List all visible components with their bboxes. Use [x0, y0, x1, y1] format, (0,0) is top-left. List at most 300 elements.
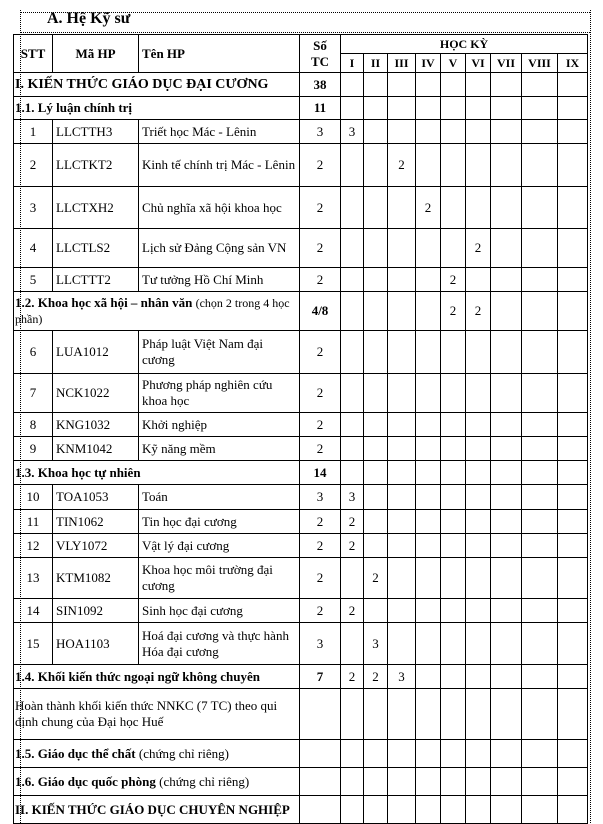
- section-credits: 38: [300, 73, 341, 97]
- semester-credit-cell: [441, 485, 466, 510]
- semester-credit-cell: [416, 796, 441, 824]
- semester-credit-cell: [388, 461, 416, 485]
- semester-credit-cell: [491, 374, 522, 413]
- course-credits: 2: [300, 144, 341, 187]
- semester-credit-cell: [441, 740, 466, 768]
- section-row: [14, 796, 588, 824]
- semester-credit-cell: [364, 437, 388, 461]
- header-so-tc: Số TC: [300, 35, 341, 73]
- semester-credit-cell: [558, 97, 588, 120]
- semester-credit-cell: [364, 534, 388, 558]
- semester-credit-cell: 2: [341, 665, 364, 689]
- semester-credit-cell: 2: [341, 534, 364, 558]
- semester-credit-cell: [388, 331, 416, 374]
- course-row: [14, 623, 588, 665]
- section-credits: 7: [300, 665, 341, 689]
- semester-credit-cell: [388, 689, 416, 740]
- course-code: KTM1082: [53, 558, 139, 599]
- semester-credit-cell: [466, 740, 491, 768]
- course-stt: 2: [14, 144, 53, 187]
- semester-credit-cell: [364, 510, 388, 534]
- semester-credit-cell: [341, 144, 364, 187]
- section-title: 1.3. Khoa học tự nhiên: [15, 464, 141, 480]
- semester-credit-cell: [388, 229, 416, 268]
- semester-credit-cell: [341, 268, 364, 292]
- semester-credit-cell: [364, 187, 388, 229]
- course-name: Pháp luật Việt Nam đại cương: [139, 331, 300, 374]
- semester-credit-cell: [491, 768, 522, 796]
- semester-credit-cell: [388, 268, 416, 292]
- course-name: Triết học Mác - Lênin: [139, 120, 300, 144]
- semester-credit-cell: 2: [341, 510, 364, 534]
- section-credits: 14: [300, 461, 341, 485]
- semester-credit-cell: [522, 665, 558, 689]
- semester-credit-cell: [341, 229, 364, 268]
- section-label: [14, 292, 300, 331]
- semester-credit-cell: [364, 144, 388, 187]
- course-name: Kinh tế chính trị Mác - Lênin: [139, 144, 300, 187]
- semester-credit-cell: [522, 413, 558, 437]
- semester-credit-cell: [466, 461, 491, 485]
- semester-credit-cell: [341, 623, 364, 665]
- course-row: [14, 534, 588, 558]
- semester-credit-cell: [491, 510, 522, 534]
- section-credits: [300, 740, 341, 768]
- semester-credit-cell: [416, 558, 441, 599]
- course-credits: 2: [300, 413, 341, 437]
- semester-credit-cell: [558, 599, 588, 623]
- section-note: (chọn 2 trong 4 học phần): [15, 296, 290, 326]
- semester-credit-cell: [466, 437, 491, 461]
- section-credits: 11: [300, 97, 341, 120]
- semester-credit-cell: [441, 461, 466, 485]
- semester-credit-cell: [491, 461, 522, 485]
- section-label: [14, 665, 300, 689]
- semester-credit-cell: [491, 229, 522, 268]
- semester-credit-cell: [522, 740, 558, 768]
- course-credits: 2: [300, 374, 341, 413]
- semester-credit-cell: [341, 97, 364, 120]
- course-row: [14, 268, 588, 292]
- semester-credit-cell: [558, 485, 588, 510]
- course-credits: 3: [300, 623, 341, 665]
- semester-credit-cell: [491, 292, 522, 331]
- semester-credit-cell: [522, 120, 558, 144]
- semester-credit-cell: [388, 623, 416, 665]
- semester-credit-cell: [416, 437, 441, 461]
- semester-credit-cell: [388, 120, 416, 144]
- course-name: Hoá đại cương và thực hành Hóa đại cương: [139, 623, 300, 665]
- section-title: 1.6. Giáo dục quốc phòng: [15, 773, 156, 789]
- semester-credit-cell: [341, 437, 364, 461]
- semester-credit-cell: [466, 665, 491, 689]
- section-title: 1.2. Khoa học xã hội – nhân văn: [15, 295, 193, 310]
- semester-credit-cell: [416, 73, 441, 97]
- semester-credit-cell: [441, 331, 466, 374]
- semester-credit-cell: 2: [441, 268, 466, 292]
- semester-credit-cell: [491, 437, 522, 461]
- course-stt: 10: [14, 485, 53, 510]
- semester-credit-cell: [441, 510, 466, 534]
- semester-credit-cell: [558, 187, 588, 229]
- section-title: I. KIẾN THỨC GIÁO DỤC ĐẠI CƯƠNG: [15, 76, 269, 92]
- section-title: A. Hệ Kỹ sư: [47, 10, 131, 27]
- semester-credit-cell: [558, 534, 588, 558]
- semester-credit-cell: [466, 558, 491, 599]
- course-stt: 12: [14, 534, 53, 558]
- semester-credit-cell: [416, 461, 441, 485]
- semester-credit-cell: [416, 623, 441, 665]
- frame-right: [590, 10, 591, 823]
- section-row: [14, 689, 588, 740]
- course-stt: 8: [14, 413, 53, 437]
- semester-credit-cell: [491, 187, 522, 229]
- semester-credit-cell: [558, 229, 588, 268]
- semester-credit-cell: [364, 796, 388, 824]
- semester-credit-cell: [466, 510, 491, 534]
- semester-credit-cell: [416, 510, 441, 534]
- semester-credit-cell: [441, 229, 466, 268]
- course-code: KNG1032: [53, 413, 139, 437]
- semester-credit-cell: [558, 331, 588, 374]
- course-name: Tin học đại cương: [139, 510, 300, 534]
- course-row: [14, 187, 588, 229]
- course-code: LUA1012: [53, 331, 139, 374]
- semester-credit-cell: [364, 374, 388, 413]
- semester-credit-cell: [341, 374, 364, 413]
- semester-credit-cell: [491, 558, 522, 599]
- semester-credit-cell: [466, 413, 491, 437]
- course-row: [14, 437, 588, 461]
- section-label: [14, 796, 300, 824]
- section-row: [14, 665, 588, 689]
- course-stt: 5: [14, 268, 53, 292]
- semester-credit-cell: [466, 331, 491, 374]
- semester-credit-cell: [364, 689, 388, 740]
- semester-credit-cell: [388, 292, 416, 331]
- course-row: [14, 510, 588, 534]
- semester-credit-cell: 2: [466, 229, 491, 268]
- semester-credit-cell: [441, 558, 466, 599]
- semester-credit-cell: [558, 413, 588, 437]
- course-code: NCK1022: [53, 374, 139, 413]
- semester-credit-cell: [558, 292, 588, 331]
- semester-credit-cell: [466, 485, 491, 510]
- semester-credit-cell: [364, 97, 388, 120]
- semester-credit-cell: [364, 292, 388, 331]
- section-row: [14, 768, 588, 796]
- header-semester: VII: [491, 54, 522, 73]
- semester-credit-cell: [466, 73, 491, 97]
- semester-credit-cell: [416, 229, 441, 268]
- header-hoc-ky: HỌC KỲ: [341, 35, 588, 54]
- semester-credit-cell: [441, 187, 466, 229]
- header-semester: VI: [466, 54, 491, 73]
- section-title: 1.1. Lý luận chính trị: [15, 100, 133, 115]
- semester-credit-cell: [416, 485, 441, 510]
- section-credits: [300, 768, 341, 796]
- semester-credit-cell: [491, 534, 522, 558]
- semester-credit-cell: [522, 97, 558, 120]
- semester-credit-cell: [558, 689, 588, 740]
- semester-credit-cell: 3: [341, 485, 364, 510]
- course-credits: 3: [300, 485, 341, 510]
- course-row: [14, 374, 588, 413]
- semester-credit-cell: [388, 510, 416, 534]
- semester-credit-cell: 2: [466, 292, 491, 331]
- semester-credit-cell: [416, 331, 441, 374]
- semester-credit-cell: [364, 768, 388, 796]
- semester-credit-cell: [558, 796, 588, 824]
- semester-credit-cell: [441, 73, 466, 97]
- course-stt: 1: [14, 120, 53, 144]
- semester-credit-cell: [558, 268, 588, 292]
- course-credits: 2: [300, 510, 341, 534]
- semester-credit-cell: [441, 413, 466, 437]
- semester-credit-cell: 2: [364, 558, 388, 599]
- semester-credit-cell: [522, 689, 558, 740]
- semester-credit-cell: [466, 374, 491, 413]
- semester-credit-cell: [558, 120, 588, 144]
- course-code: KNM1042: [53, 437, 139, 461]
- course-stt: 9: [14, 437, 53, 461]
- semester-credit-cell: [364, 73, 388, 97]
- semester-credit-cell: [558, 73, 588, 97]
- semester-credit-cell: [522, 331, 558, 374]
- semester-credit-cell: [416, 665, 441, 689]
- semester-credit-cell: [491, 689, 522, 740]
- semester-credit-cell: [522, 144, 558, 187]
- semester-credit-cell: [491, 485, 522, 510]
- semester-credit-cell: [416, 144, 441, 187]
- semester-credit-cell: [364, 268, 388, 292]
- course-name: Toán: [139, 485, 300, 510]
- semester-credit-cell: [364, 413, 388, 437]
- section-label: [14, 461, 300, 485]
- semester-credit-cell: [416, 599, 441, 623]
- semester-credit-cell: [491, 73, 522, 97]
- course-row: [14, 120, 588, 144]
- course-code: LLCTXH2: [53, 187, 139, 229]
- semester-credit-cell: [416, 374, 441, 413]
- frame-title-bottom: [20, 32, 590, 33]
- semester-credit-cell: [416, 268, 441, 292]
- semester-credit-cell: [466, 689, 491, 740]
- curriculum-table: [13, 34, 588, 824]
- section-row: [14, 73, 588, 97]
- semester-credit-cell: [388, 599, 416, 623]
- semester-credit-cell: [522, 229, 558, 268]
- course-name: Chủ nghĩa xã hội khoa học: [139, 187, 300, 229]
- header-semester: IX: [558, 54, 588, 73]
- semester-credit-cell: [364, 461, 388, 485]
- semester-credit-cell: [491, 144, 522, 187]
- semester-credit-cell: [522, 796, 558, 824]
- semester-credit-cell: [466, 623, 491, 665]
- course-row: [14, 229, 588, 268]
- section-note: (chứng chỉ riêng): [159, 773, 250, 789]
- semester-credit-cell: [441, 689, 466, 740]
- section-title: Hoàn thành khối kiến thức NNKC (7 TC) theo qui định chung của Đại học Huế: [15, 698, 278, 729]
- course-code: SIN1092: [53, 599, 139, 623]
- semester-credit-cell: [388, 97, 416, 120]
- semester-credit-cell: [491, 599, 522, 623]
- section-label: [14, 97, 300, 120]
- header-semester: III: [388, 54, 416, 73]
- semester-credit-cell: [341, 73, 364, 97]
- semester-credit-cell: [466, 120, 491, 144]
- course-code: LLCTKT2: [53, 144, 139, 187]
- semester-credit-cell: [364, 599, 388, 623]
- semester-credit-cell: [522, 268, 558, 292]
- section-label: [14, 73, 300, 97]
- semester-credit-cell: [522, 437, 558, 461]
- section-credits: 4/8: [300, 292, 341, 331]
- section-label: [14, 740, 300, 768]
- course-credits: 2: [300, 534, 341, 558]
- semester-credit-cell: [441, 374, 466, 413]
- semester-credit-cell: [441, 534, 466, 558]
- course-name: Khoa học môi trường đại cương: [139, 558, 300, 599]
- semester-credit-cell: [416, 689, 441, 740]
- semester-credit-cell: 2: [341, 599, 364, 623]
- section-credits: [300, 796, 341, 824]
- semester-credit-cell: [341, 689, 364, 740]
- semester-credit-cell: [558, 768, 588, 796]
- semester-credit-cell: [388, 534, 416, 558]
- semester-credit-cell: [466, 268, 491, 292]
- semester-credit-cell: [466, 768, 491, 796]
- semester-credit-cell: [522, 768, 558, 796]
- semester-credit-cell: [466, 534, 491, 558]
- course-stt: 11: [14, 510, 53, 534]
- semester-credit-cell: [341, 768, 364, 796]
- semester-credit-cell: [522, 485, 558, 510]
- semester-credit-cell: [491, 740, 522, 768]
- semester-credit-cell: [416, 768, 441, 796]
- semester-credit-cell: [491, 623, 522, 665]
- semester-credit-cell: [441, 796, 466, 824]
- semester-credit-cell: [491, 665, 522, 689]
- semester-credit-cell: [388, 437, 416, 461]
- semester-credit-cell: [416, 120, 441, 144]
- header-semester: V: [441, 54, 466, 73]
- semester-credit-cell: [466, 187, 491, 229]
- course-code: VLY1072: [53, 534, 139, 558]
- section-row: [14, 292, 588, 331]
- section-row: [14, 461, 588, 485]
- course-stt: 13: [14, 558, 53, 599]
- header-stt: STT: [14, 35, 53, 73]
- course-credits: 2: [300, 268, 341, 292]
- semester-credit-cell: [364, 229, 388, 268]
- course-credits: 2: [300, 437, 341, 461]
- course-row: [14, 413, 588, 437]
- course-name: Lịch sử Đảng Cộng sản VN: [139, 229, 300, 268]
- course-stt: 14: [14, 599, 53, 623]
- course-stt: 7: [14, 374, 53, 413]
- section-label: [14, 689, 300, 740]
- semester-credit-cell: [341, 292, 364, 331]
- semester-credit-cell: [388, 374, 416, 413]
- course-name: Vật lý đại cương: [139, 534, 300, 558]
- semester-credit-cell: [522, 461, 558, 485]
- semester-credit-cell: [341, 461, 364, 485]
- semester-credit-cell: [522, 374, 558, 413]
- semester-credit-cell: [522, 599, 558, 623]
- course-row: [14, 144, 588, 187]
- semester-credit-cell: [388, 73, 416, 97]
- semester-credit-cell: [388, 558, 416, 599]
- header-ma-hp: Mã HP: [53, 35, 139, 73]
- semester-credit-cell: [416, 97, 441, 120]
- semester-credit-cell: [491, 413, 522, 437]
- semester-credit-cell: [441, 144, 466, 187]
- course-credits: 3: [300, 120, 341, 144]
- course-code: LLCTTT2: [53, 268, 139, 292]
- semester-credit-cell: [441, 120, 466, 144]
- course-row: [14, 558, 588, 599]
- course-stt: 4: [14, 229, 53, 268]
- semester-credit-cell: [341, 187, 364, 229]
- course-row: [14, 331, 588, 374]
- course-credits: 2: [300, 187, 341, 229]
- semester-credit-cell: [441, 437, 466, 461]
- course-name: Sinh học đại cương: [139, 599, 300, 623]
- semester-credit-cell: 2: [441, 292, 466, 331]
- semester-credit-cell: [522, 558, 558, 599]
- semester-credit-cell: [416, 292, 441, 331]
- semester-credit-cell: 2: [388, 144, 416, 187]
- course-credits: 2: [300, 558, 341, 599]
- section-credits: [300, 689, 341, 740]
- semester-credit-cell: [522, 510, 558, 534]
- course-stt: 15: [14, 623, 53, 665]
- semester-credit-cell: [491, 796, 522, 824]
- course-code: TOA1053: [53, 485, 139, 510]
- semester-credit-cell: [341, 331, 364, 374]
- semester-credit-cell: [558, 665, 588, 689]
- semester-credit-cell: [388, 413, 416, 437]
- semester-credit-cell: [441, 768, 466, 796]
- header-semester: VIII: [522, 54, 558, 73]
- section-row: [14, 97, 588, 120]
- section-note: (chứng chỉ riêng): [138, 745, 229, 761]
- semester-credit-cell: [441, 97, 466, 120]
- semester-credit-cell: [341, 796, 364, 824]
- semester-credit-cell: [522, 623, 558, 665]
- course-credits: 2: [300, 331, 341, 374]
- semester-credit-cell: [364, 120, 388, 144]
- semester-credit-cell: [466, 599, 491, 623]
- semester-credit-cell: [466, 97, 491, 120]
- semester-credit-cell: [466, 144, 491, 187]
- semester-credit-cell: [558, 740, 588, 768]
- semester-credit-cell: 2: [364, 665, 388, 689]
- semester-credit-cell: [416, 534, 441, 558]
- section-row: [14, 740, 588, 768]
- semester-credit-cell: [491, 120, 522, 144]
- semester-credit-cell: [522, 73, 558, 97]
- semester-credit-cell: [558, 437, 588, 461]
- semester-credit-cell: [466, 796, 491, 824]
- course-stt: 3: [14, 187, 53, 229]
- semester-credit-cell: [341, 558, 364, 599]
- section-label: [14, 768, 300, 796]
- semester-credit-cell: [341, 740, 364, 768]
- semester-credit-cell: [388, 740, 416, 768]
- header-ten-hp: Tên HP: [139, 35, 300, 73]
